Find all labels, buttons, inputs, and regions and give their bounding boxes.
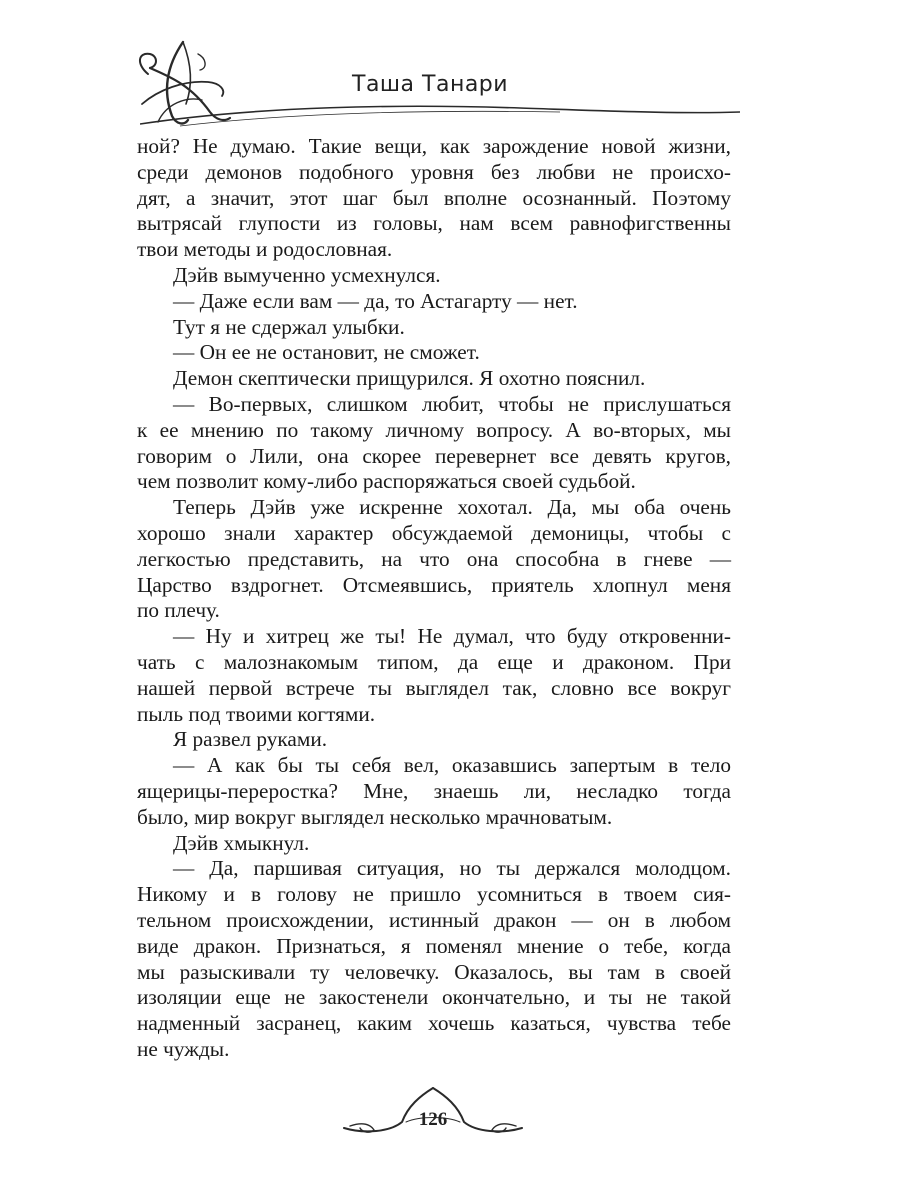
text-line: нашей первой встрече ты выглядел так, словно все вокруг — [137, 675, 731, 700]
text-line: — Он ее не остановит, не сможет. — [173, 340, 480, 365]
text-line: ящерицы-переростка? Мне, знаешь ли, несладко тогда — [137, 778, 731, 803]
text-line: изоляции еще не закостенели окончательно, и ты не такой — [137, 985, 731, 1010]
text-line: — А как бы ты себя вел, оказавшись запертым в тело — [173, 753, 731, 778]
text-line: Царство вздрогнет. Отсмеявшись, приятель хлопнул меня — [137, 572, 731, 597]
text-line: — Ну и хитрец же ты! Не думал, что буду откровенни- — [173, 624, 731, 649]
text-line: чем позволит кому-либо распоряжаться своей судьбой. — [137, 469, 636, 494]
page-text-body — [137, 134, 731, 1063]
running-header-author: Таша Танари — [352, 72, 509, 97]
header-rule-line — [140, 100, 740, 130]
text-line: среди демонов подобного уровня без любви не происхо- — [137, 159, 731, 184]
text-line: ной? Не думаю. Такие вещи, как зарождение новой жизни, — [137, 134, 731, 158]
text-line: пыль под твоими когтями. — [137, 701, 376, 726]
text-line: к ее мнению по такому личному вопросу. А во-вторых, мы — [137, 417, 731, 442]
text-line: Теперь Дэйв уже искренне хохотал. Да, мы оба очень — [173, 495, 731, 520]
text-line: чать с малознакомым типом, да еще и драконом. При — [137, 649, 731, 674]
text-line: Тут я не сдержал улыбки. — [173, 314, 405, 339]
text-line: по плечу. — [137, 598, 220, 623]
text-line: виде дракон. Признаться, я поменял мнение о тебе, когда — [137, 933, 731, 958]
text-line: легкостью представить, на что она способна в гневе — — [137, 546, 731, 571]
text-line: не чужды. — [137, 1036, 230, 1061]
text-line: твои методы и родословная. — [137, 237, 393, 262]
text-line: Никому и в голову не пришло усомниться в твоем сия- — [137, 882, 731, 907]
text-line: надменный засранец, каким хочешь казаться, чувства тебе — [137, 1011, 731, 1036]
text-line: Демон скептически прищурился. Я охотно пояснил. — [173, 366, 646, 391]
text-line: было, мир вокруг выглядел несколько мрачноватым. — [137, 804, 613, 829]
text-line: — Да, паршивая ситуация, но ты держался молодцом. — [173, 856, 731, 881]
text-line: мы разыскивали ту человечку. Оказалось, вы там в своей — [137, 959, 731, 984]
text-line: тельном происхождении, истинный дракон — он в любом — [137, 907, 731, 932]
text-line: — Даже если вам — да, то Астагарту — нет. — [173, 288, 578, 313]
page-number: 126 — [418, 1109, 448, 1130]
text-line: вытрясай глупости из головы, нам всем равнофигственны — [137, 211, 731, 236]
text-line: Я развел руками. — [173, 727, 328, 752]
text-line: Дэйв вымученно усмехнулся. — [173, 262, 441, 287]
text-line: хорошо знали характер обсуждаемой демоницы, чтобы с — [137, 520, 731, 545]
text-line: дят, а значит, этот шаг был вполне осознанный. Поэтому — [137, 185, 731, 210]
text-line: говорим о Лили, она скорее перевернет все девять кругов, — [137, 443, 731, 468]
text-line: — Во-первых, слишком любит, чтобы не прислушаться — [173, 391, 731, 416]
text-line: Дэйв хмыкнул. — [173, 830, 310, 855]
